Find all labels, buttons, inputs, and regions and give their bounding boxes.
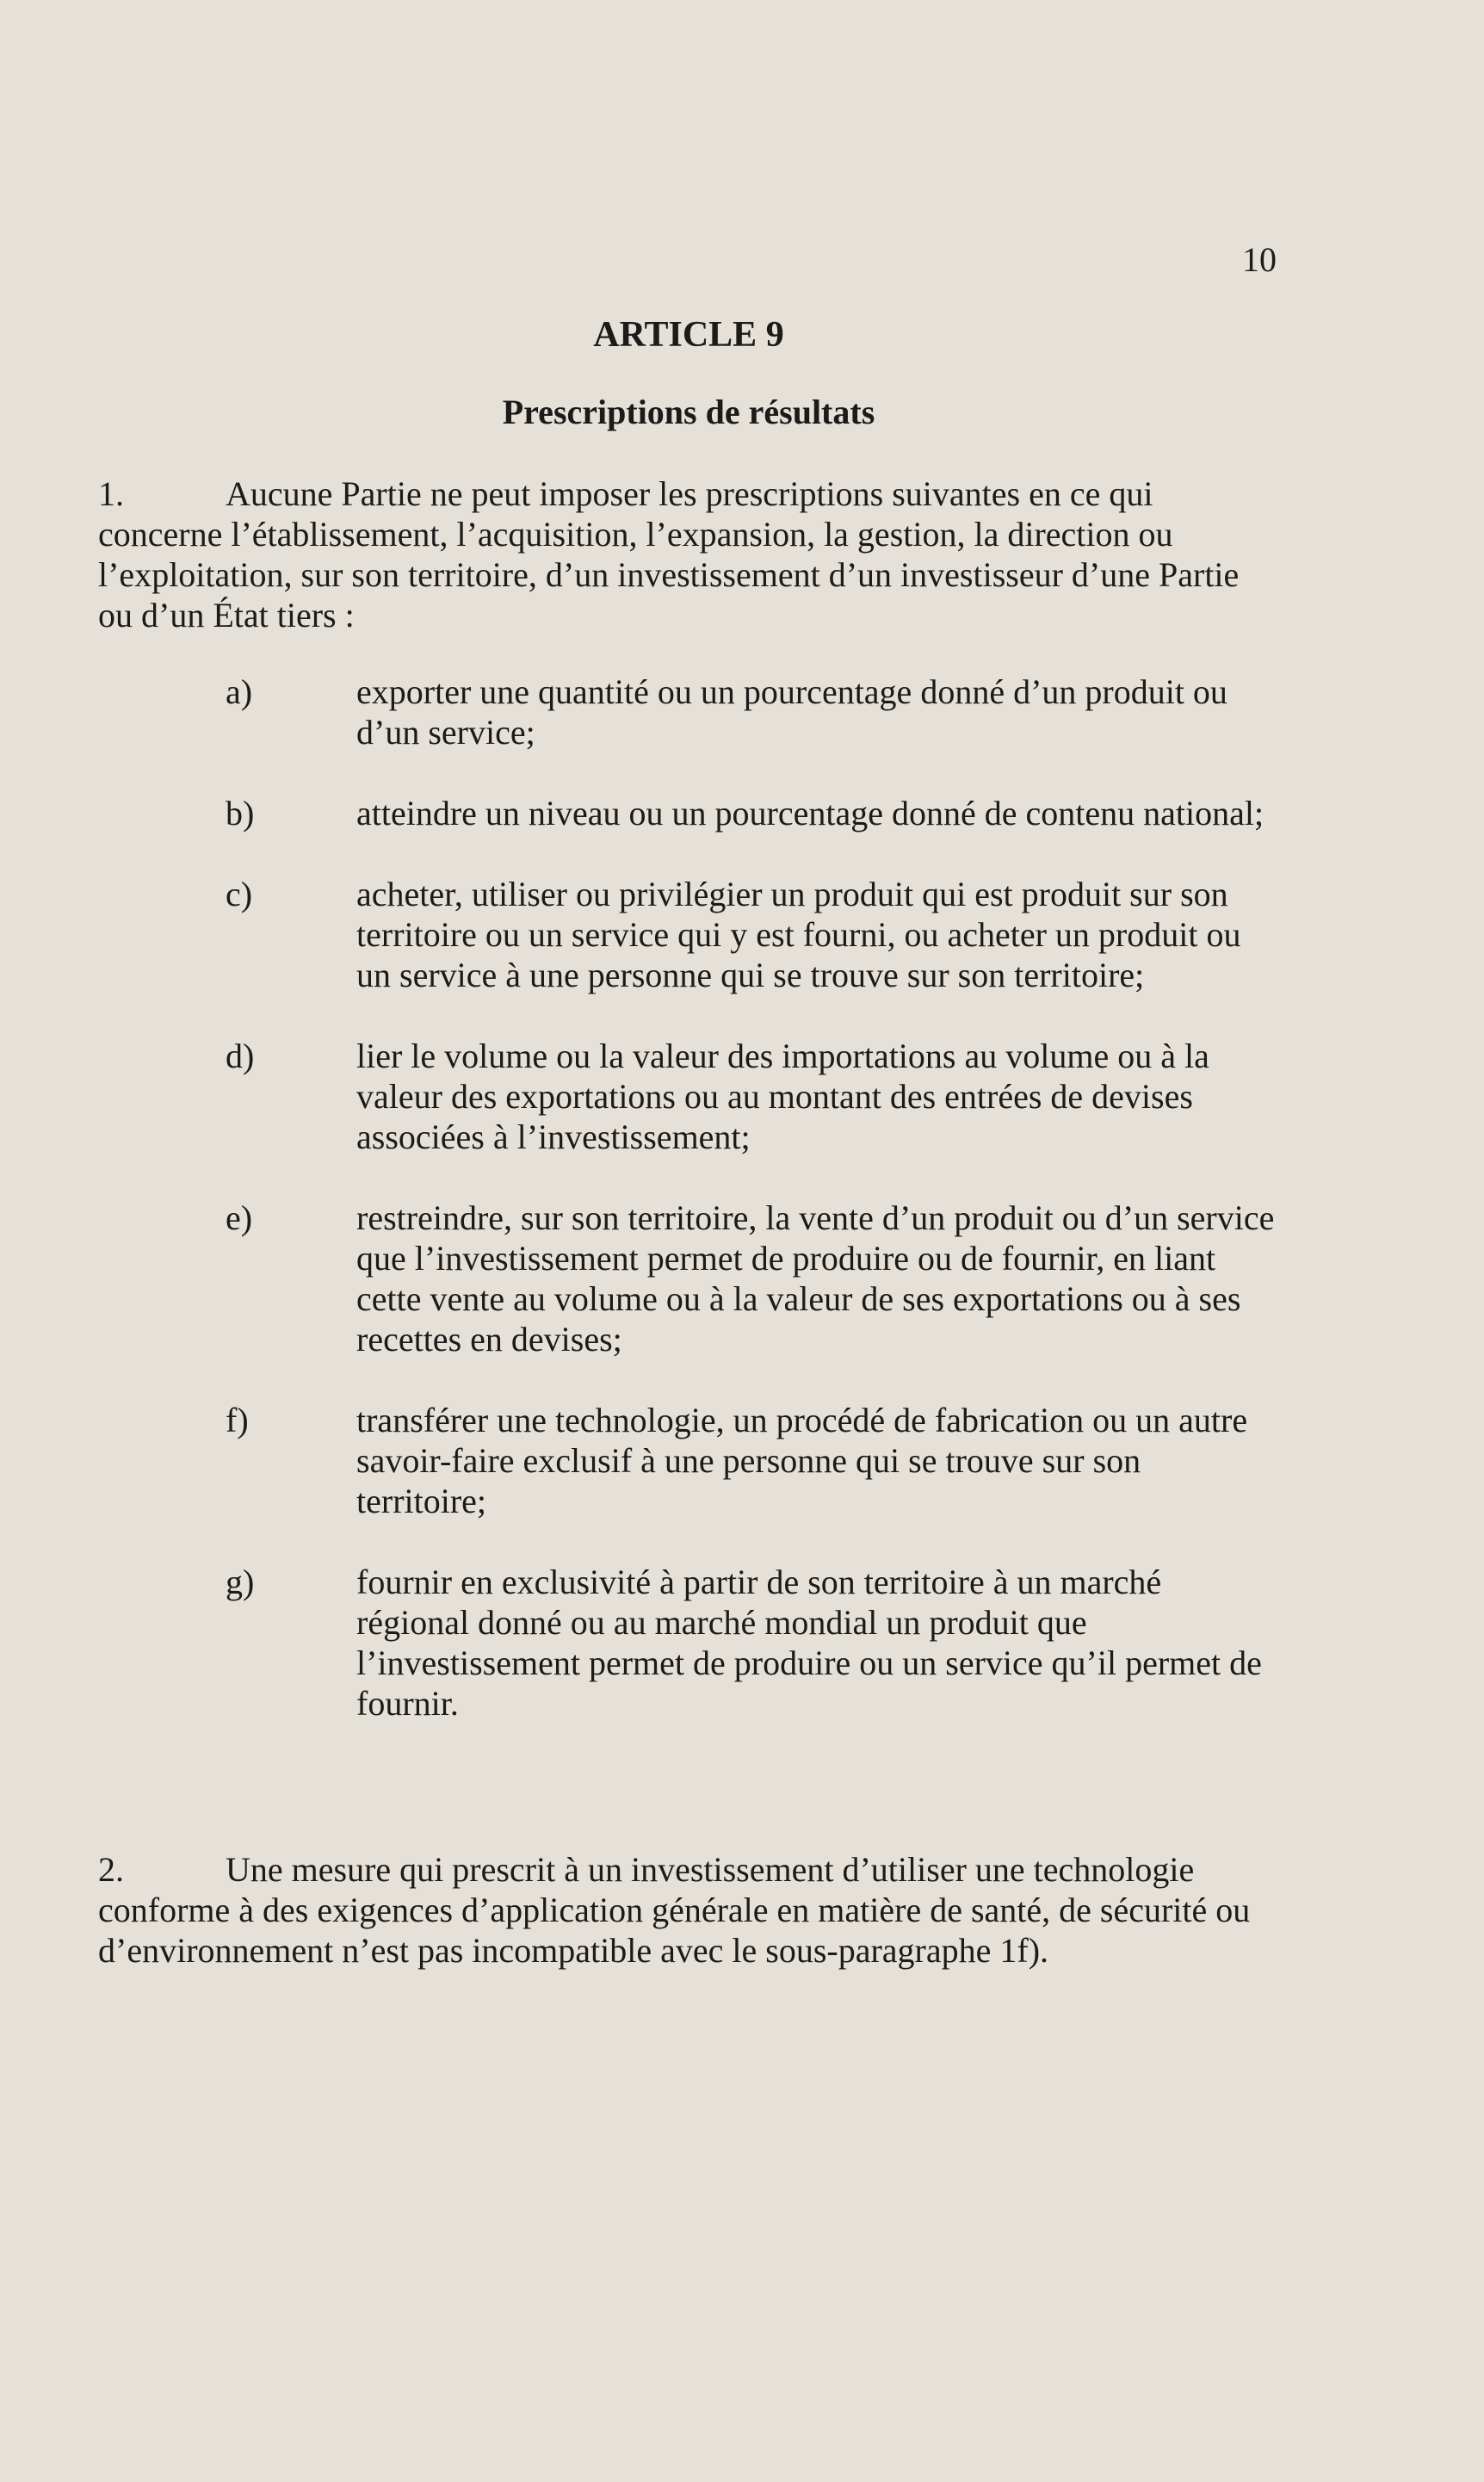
paragraph-1 (98, 473, 1269, 635)
list-item-a (226, 672, 1276, 752)
list-item-text: exporter une quantité ou un pourcentage donné d’un produit ou d’un service; (356, 672, 1227, 752)
page-number: 10 (1242, 240, 1277, 279)
list-item-text: atteindre un niveau ou un pourcentage donné de contenu national; (356, 794, 1264, 832)
requirements-list (226, 672, 1276, 1764)
list-item-e (226, 1198, 1276, 1359)
paragraph-number: 1. (98, 474, 124, 513)
list-item-text: lier le volume ou la valeur des importations au volume ou à la valeur des exportations ou au montant des entrées de devises associées à l’investissement; (356, 1037, 1209, 1156)
list-item-text: transférer une technologie, un procédé de fabrication ou un autre savoir-faire exclusif à une personne qui se trouve sur son territoire; (356, 1401, 1248, 1520)
list-item-g (226, 1562, 1276, 1724)
article-title: ARTICLE 9 (593, 315, 784, 355)
list-marker: g) (226, 1563, 255, 1601)
list-item-text: acheter, utiliser ou privilégier un produit qui est produit sur son territoire ou un service qui y est fourni, ou acheter un produit ou un service à une personne qui se trouve sur son territoire; (356, 875, 1241, 994)
list-item-text: fournir en exclusivité à partir de son territoire à un marché régional donné ou au marché mondial un produit que l’investissement permet de produire ou un service qu’il permet de fournir. (356, 1563, 1262, 1723)
list-marker: f) (226, 1401, 249, 1439)
list-marker: a) (226, 672, 253, 711)
paragraph-text: Aucune Partie ne peut imposer les prescriptions suivantes en ce qui concerne l’établissement, l’acquisition, l’expansion, la gestion, la direction ou l’exploitation, sur son territoire, d’un investissement d’un investisseur d’une Partie ou d’un État tiers : (98, 474, 1240, 634)
list-marker: e) (226, 1198, 253, 1237)
article-subtitle: Prescriptions de résultats (502, 393, 875, 431)
list-marker: c) (226, 875, 253, 913)
list-item-b (226, 793, 1276, 833)
paragraph-text: Une mesure qui prescrit à un investissement d’utiliser une technologie conforme à des exigences d’application générale en matière de santé, de sécurité ou d’environnement n’est pas incompatible avec le sous-paragraphe 1f). (98, 1850, 1251, 1970)
paragraph-2 (98, 1849, 1269, 1971)
list-item-c (226, 874, 1276, 995)
list-item-f (226, 1400, 1276, 1521)
paragraph-number: 2. (98, 1850, 124, 1889)
list-item-d (226, 1036, 1276, 1157)
list-marker: d) (226, 1037, 255, 1075)
list-item-text: restreindre, sur son territoire, la vente d’un produit ou d’un service que l’investissement permet de produire ou de fournir, en liant cette vente au volume ou à la valeur de ses exportations ou à ses recettes en devises; (356, 1198, 1275, 1359)
list-marker: b) (226, 794, 255, 832)
